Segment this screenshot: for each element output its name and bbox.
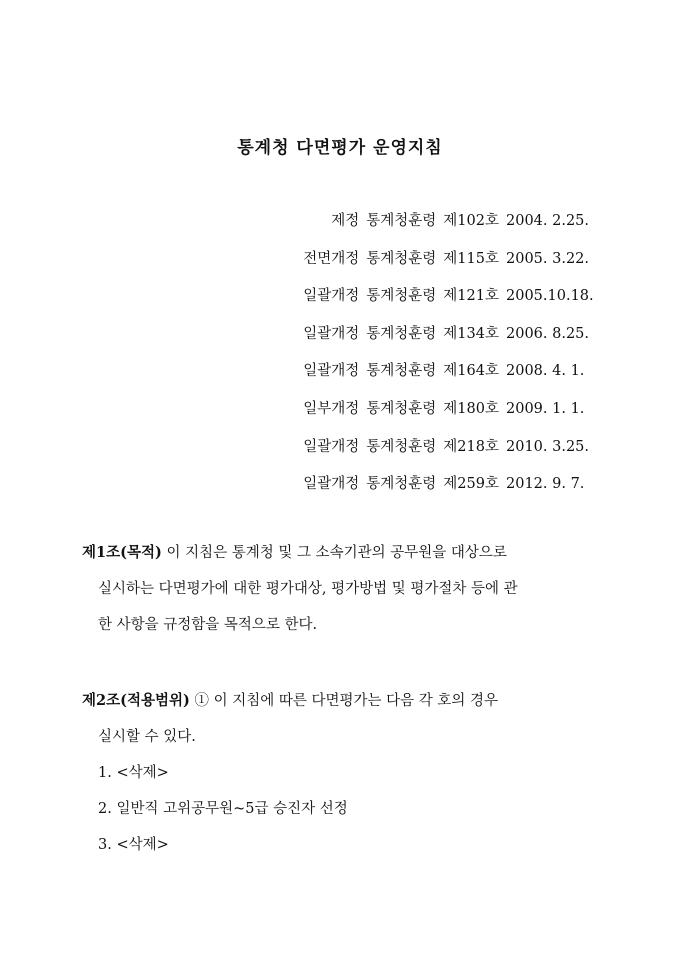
article-1-line-2: 실시하는 다면평가에 대한 평가대상, 평가방법 및 평가절차 등에 관 (98, 581, 518, 597)
article-1-line-3: 한 사항을 규정함을 목적으로 한다. (98, 617, 318, 633)
revision-type: 제정 (331, 213, 360, 229)
revision-number: 제259호 (443, 476, 499, 493)
revision-date: 2005. 3.22. (506, 250, 590, 267)
revision-issuer: 통계청훈령 (366, 363, 437, 380)
revision-date: 2012. 9. 7. (506, 476, 585, 493)
article-1-text: 이 지침은 통계청 및 그 소속기관의 공무원을 대상으로 (161, 545, 507, 561)
article-2-item-2: 2. 일반직 고위공무원~5급 승진자 선정 (98, 801, 348, 817)
revision-entry (182, 206, 602, 244)
article-1-heading: 제1조(목적) (82, 544, 162, 561)
revision-issuer: 통계청훈령 (366, 438, 437, 455)
revision-number: 제121호 (443, 288, 499, 305)
revision-history (182, 206, 602, 507)
revision-date: 2008. 4. 1. (506, 363, 585, 380)
revision-issuer: 통계청훈령 (366, 250, 437, 267)
revision-date: 2009. 1. 1. (506, 400, 585, 417)
revision-issuer: 통계청훈령 (366, 213, 437, 229)
revision-issuer: 통계청훈령 (366, 476, 437, 493)
revision-entry (182, 394, 602, 432)
article-2-text: ① 이 지침에 따른 다면평가는 다음 각 호의 경우 (189, 693, 498, 709)
article-2 (82, 686, 602, 866)
revision-date: 2010. 3.25. (506, 438, 590, 455)
article-2-item-3: 3. <삭제> (98, 837, 169, 853)
revision-number: 제134호 (443, 325, 499, 342)
revision-issuer: 통계청훈령 (366, 325, 437, 342)
revision-date: 2006. 8.25. (506, 325, 590, 342)
revision-type: 일괄개정 (303, 288, 360, 305)
revision-type: 일괄개정 (303, 363, 360, 380)
article-1-first-line (82, 538, 602, 574)
revision-entry (182, 356, 602, 394)
article-2-item-1: 1. <삭제> (98, 765, 169, 781)
revision-entry (182, 469, 602, 507)
revision-date: 2005.10.18. (506, 288, 594, 305)
revision-type: 일괄개정 (303, 438, 360, 455)
revision-number: 제115호 (443, 250, 499, 267)
revision-entry (182, 281, 602, 319)
revision-date: 2004. 2.25. (506, 213, 590, 229)
revision-number: 제180호 (443, 400, 499, 417)
revision-type: 일부개정 (303, 400, 360, 417)
revision-type: 전면개정 (303, 250, 360, 267)
article-1 (82, 538, 602, 646)
revision-number: 제164호 (443, 363, 499, 380)
article-2-first-line (82, 686, 602, 722)
revision-entry (182, 244, 602, 282)
revision-entry (182, 432, 602, 470)
page-title: 통계청 다면평가 운영지침 (237, 138, 443, 158)
revision-type: 일괄개정 (303, 476, 360, 493)
revision-type: 일괄개정 (303, 325, 360, 342)
revision-issuer: 통계청훈령 (366, 400, 437, 417)
revision-issuer: 통계청훈령 (366, 288, 437, 305)
article-2-line-2: 실시할 수 있다. (98, 729, 196, 745)
revision-entry (182, 319, 602, 357)
revision-number: 제218호 (443, 438, 499, 455)
revision-number: 제102호 (443, 213, 499, 229)
article-2-heading: 제2조(적용범위) (82, 692, 190, 709)
